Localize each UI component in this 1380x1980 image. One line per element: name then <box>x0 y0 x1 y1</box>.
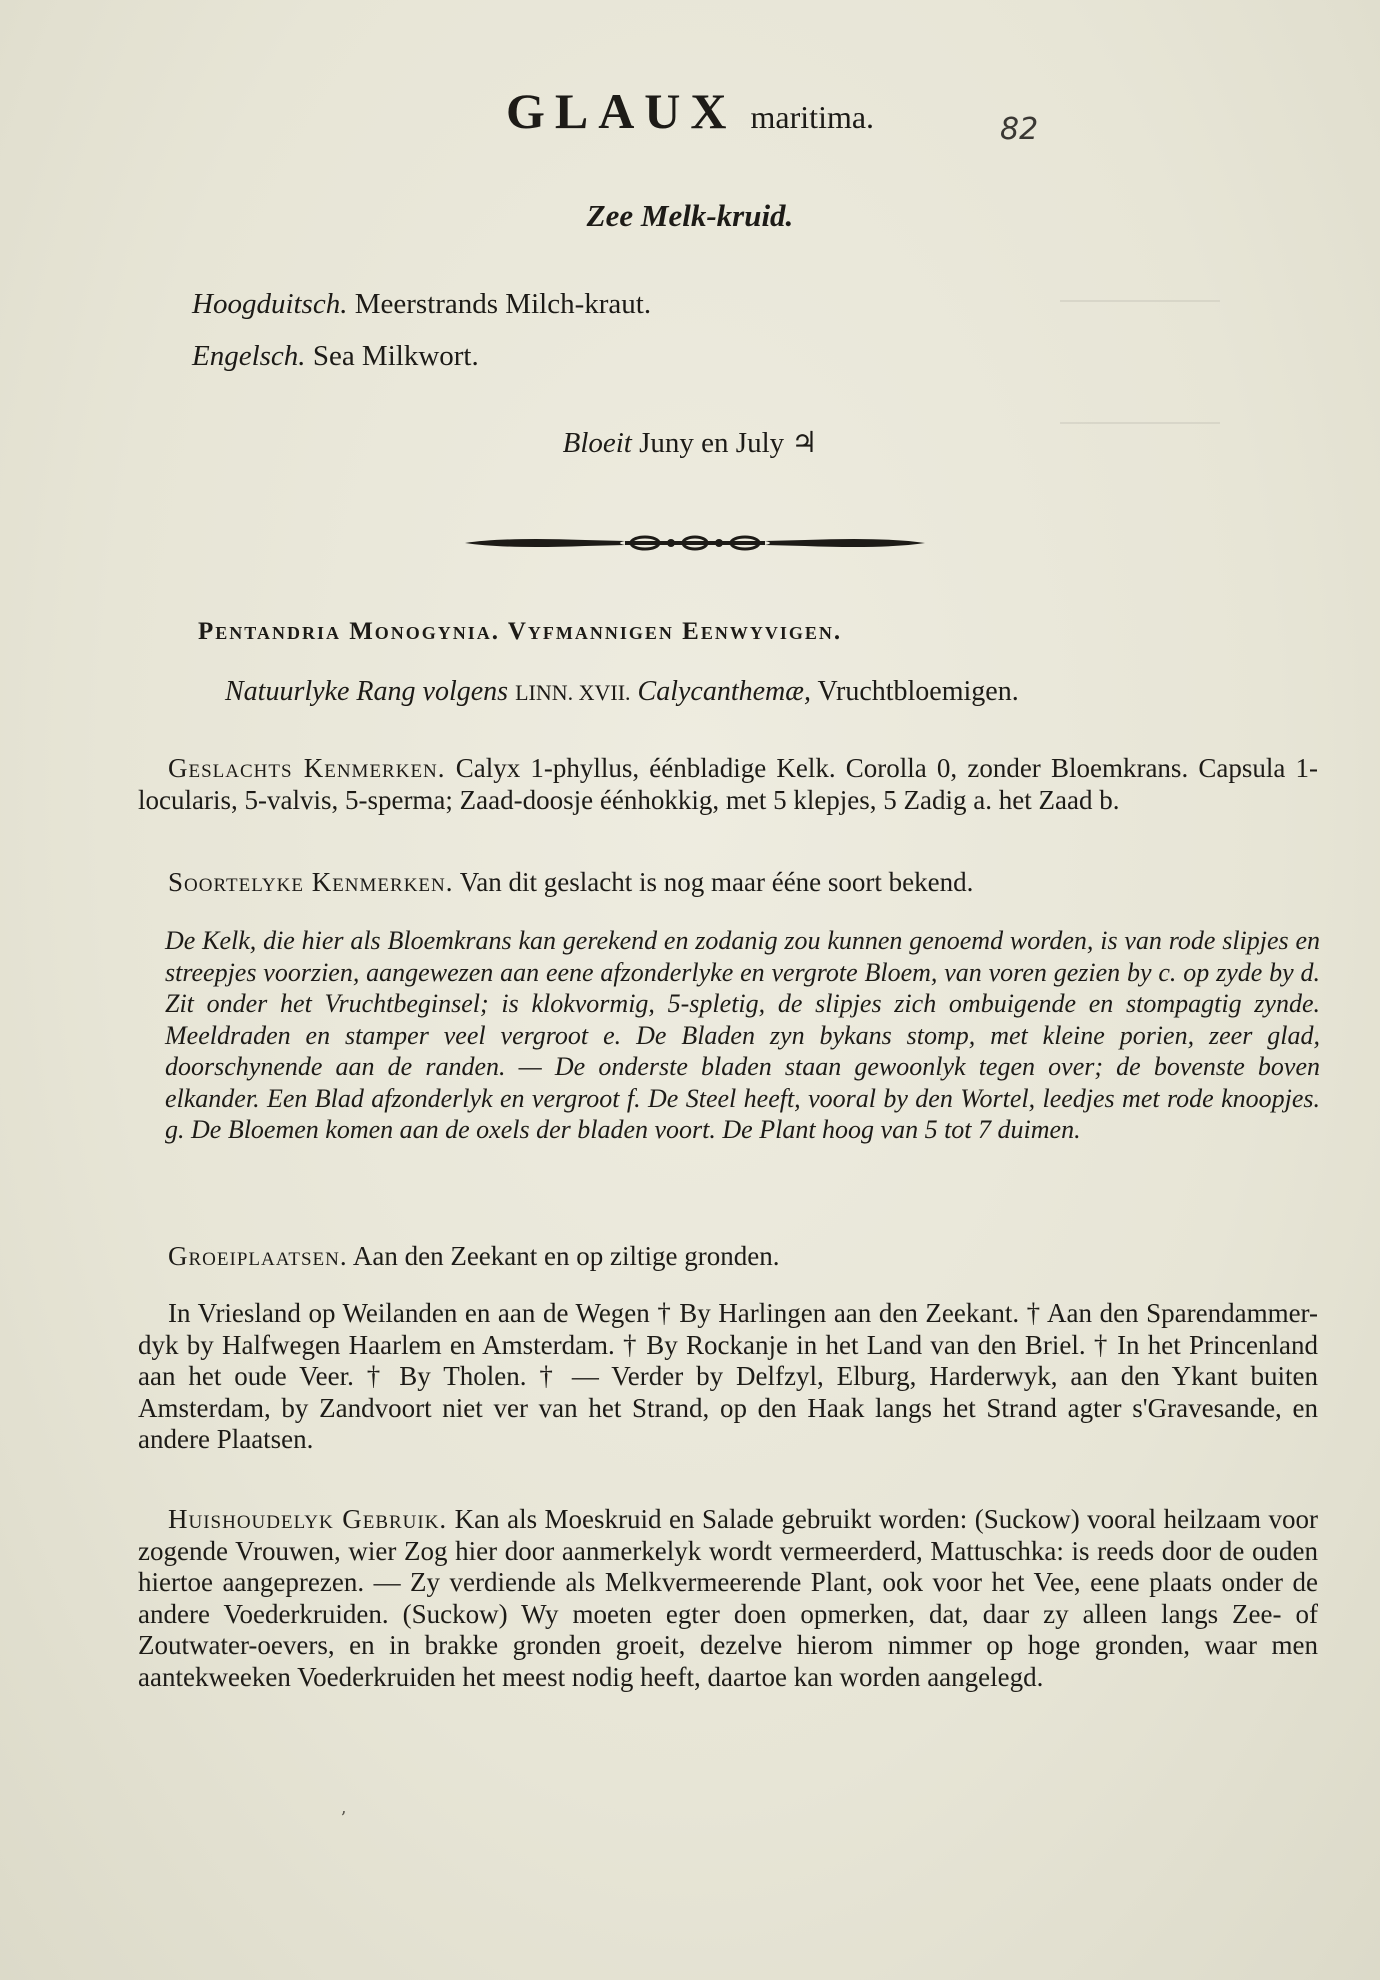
household-use <box>138 1504 1318 1693</box>
vernacular-name: Sea Milkwort. <box>312 340 479 372</box>
localities: In Vriesland op Weilanden en aan de Wegen † By Harlingen aan den Zeekant. † Aan den Sparendammer-dyk by Halfwegen Haarlem en Amsterdam. † By Rockanje in het Land van den Briel. † In het Princenland aan het oude Veer. † By Tholen. † — Verder by Delfzyl, Elburg, Harderwyk, aan den Ykant buiten Amsterdam, by Zandvoort niet ver van het Strand, op den Haak langs het Strand agter s'Gravesande, en andere Plaatsen. <box>138 1298 1318 1454</box>
species-name: maritima. <box>750 99 875 135</box>
section-text: Kan als Moeskruid en Salade gebruikt worden: (Suckow) vooral heilzaam voor zogende Vrouwen, wier Zog hier door aanmerkelyk wordt vermeerderd, Mattuschka: is reeds door de ouden hiertoe aangeprezen. — Zy verdiende als Melkvermeerende Plant, ook voor het Vee, eene plaats onder de andere Voederkruiden. (Suckow) Wy moeten egter doen opmerken, dat, daar zy alleen langs Zee- of Zoutwater-oevers, en in brakke gronden groeit, dezelve hierom nimmer op hoge gronden, waar men aantekweeken Voederkruiden het meest nodig heeft, daartoe kan worden aangelegd. <box>138 1504 1319 1692</box>
genus-characters <box>138 752 1318 816</box>
show-through-text <box>1060 300 1220 424</box>
vernacular-name: Meerstrands Milch-kraut. <box>354 288 652 320</box>
natural-order-latin: Calycanthemæ, <box>637 676 811 707</box>
natural-order-lead: Natuurlyke Rang volgens <box>225 676 509 707</box>
plant-description: De Kelk, die hier als Bloemkrans kan gerekend en zodanig zou kunnen genoemd worden, is van rode slipjes en streepjes voorzien, aangewezen aan eene afzonderlyke en vergrote Bloem, van voren gezien by c. op zyde by d. Zit onder het Vruchtbeginsel; is klokvormig, 5-spletig, de slipjes zich ombuigende en stompagtig zynde. Meeldraden en stamper veel vergroot e. De Bladen zyn bykans stomp, met kleine porien, zeer glad, doorschynende aan de randen. — De onderste bladen staan gewoonlyk tegen over; de bovenste boven elkander. Een Blad afzonderlyk en vergroot f. De Steel heeft, vooral by den Wortel, leedjes met rode knoopjes. g. De Bloemen komen aan de oxels der bladen voort. De Plant hoog van 5 tot 7 duimen. <box>165 926 1320 1144</box>
bloom-period <box>0 425 1380 460</box>
natural-order-dutch: Vruchtbloemigen. <box>817 676 1019 707</box>
section-text: Aan den Zeekant en op ziltige gronden. <box>352 1241 780 1271</box>
vernacular-german <box>192 288 651 321</box>
vernacular-lang: Hoogduitsch. <box>192 288 348 320</box>
natural-order-linn: LINN. XVII. <box>515 680 631 705</box>
stray-mark: ʼ <box>340 1808 346 1829</box>
species-characters <box>138 866 1318 898</box>
bloom-label: Bloeit <box>562 427 632 459</box>
section-heading: Soortelyke Kenmerken. <box>168 867 454 897</box>
natural-order-line <box>225 676 1019 708</box>
genus-name: GLAUX <box>505 83 737 139</box>
bloom-text: Juny en July ♃ <box>639 427 818 459</box>
linnaean-class: Pentandria Monogynia. Vyfmannigen Eenwyvigen. <box>198 618 843 645</box>
page-title <box>0 82 1380 140</box>
habitat <box>138 1240 1318 1272</box>
section-heading: Huishoudelyk Gebruik. <box>168 1504 448 1534</box>
section-heading: Groeiplaatsen. <box>168 1241 348 1271</box>
handwritten-page-number: 82 <box>1000 112 1039 147</box>
common-name: Zee Melk-kruid. <box>586 198 794 233</box>
ornament-divider <box>465 532 925 554</box>
vernacular-lang: Engelsch. <box>192 340 306 372</box>
section-text: Calyx 1-phyllus, éénbladige Kelk. Corolla 0, zonder Bloemkrans. Capsula 1-locularis, 5-valvis, 5-sperma; Zaad-doosje éénhokkig, met 5 klepjes, 5 Zadig a. het Zaad b. <box>138 753 1318 815</box>
section-heading: Geslachts Kenmerken. <box>168 753 446 783</box>
vernacular-english <box>192 340 479 373</box>
section-text: Van dit geslacht is nog maar ééne soort bekend. <box>459 867 974 897</box>
